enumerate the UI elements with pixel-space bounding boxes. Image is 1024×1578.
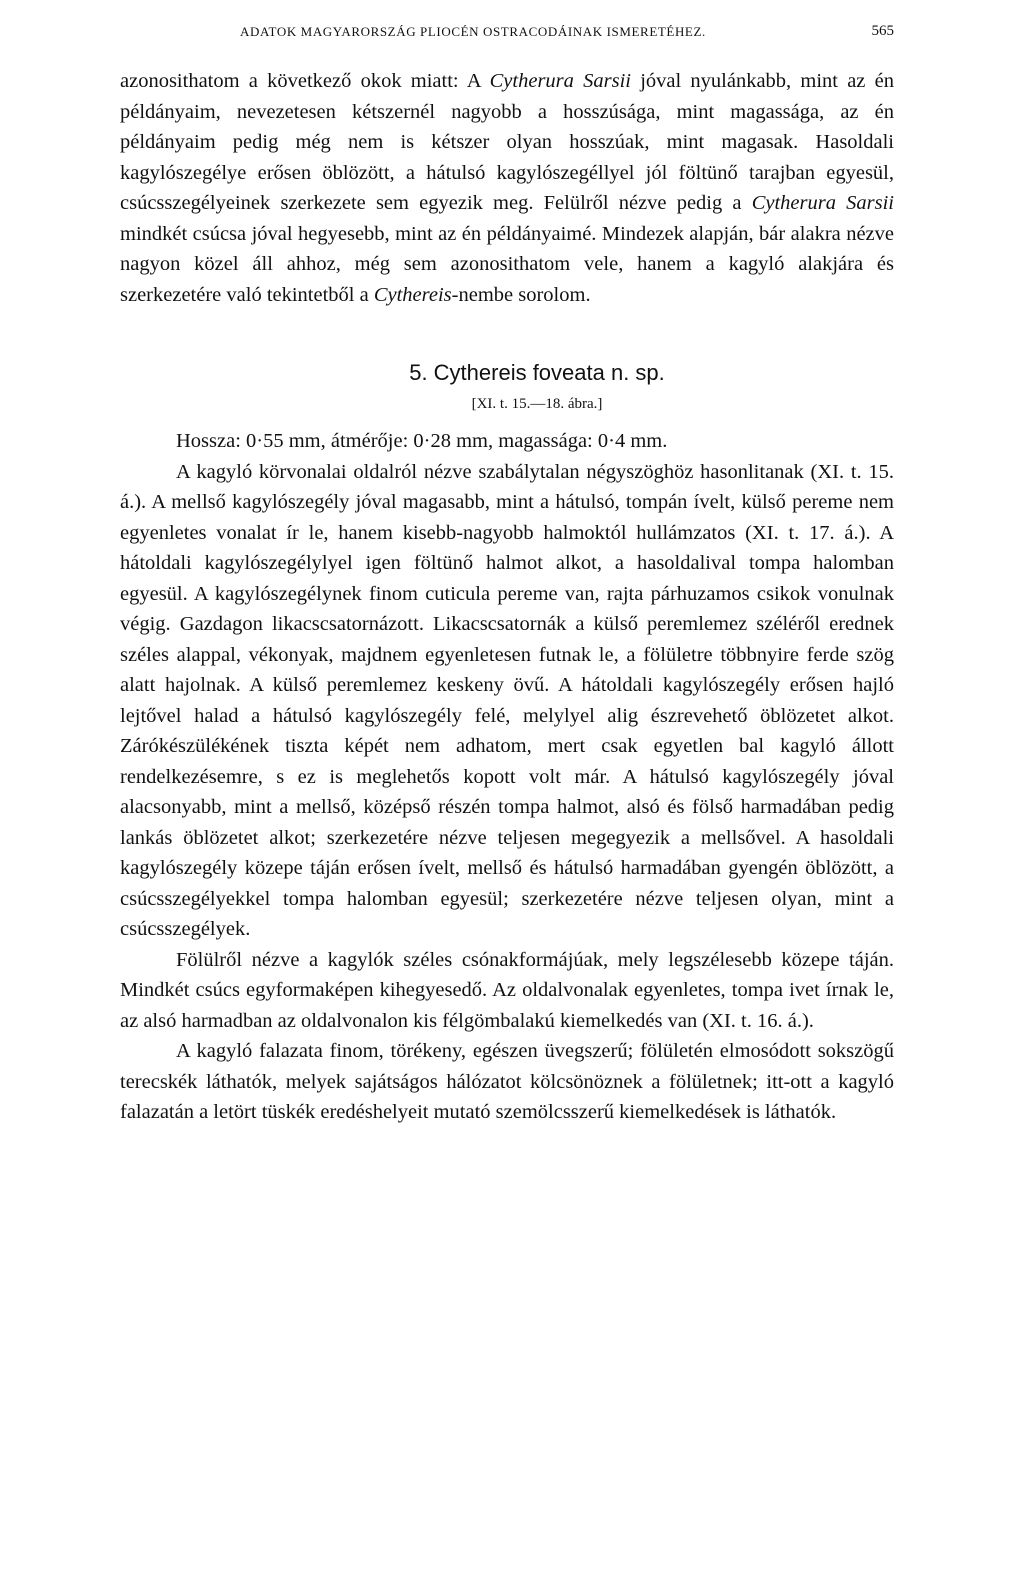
taxon-name: Cytherura Sarsii	[489, 70, 631, 92]
text-run: azonosithatom a következő okok miatt: A	[120, 70, 490, 92]
description-paragraph: A kagyló falazata finom, törékeny, egészen üvegszerű; fölületén elmosódott sokszögű terecskék láthatók, melyek sajátságos hálózatot kölcsönöznek a fölületnek; itt-ott a kagyló falazatán a letört tüskék eredéshelyeit mutató szemölcsszerű kiemelkedések is láthatók.	[120, 1040, 894, 1123]
running-head: ADATOK MAGYARORSZÁG PLIOCÉN OSTRACODÁINAK ISMERETÉHEZ.	[240, 24, 706, 39]
description-paragraph: A kagyló körvonalai oldalról nézve szabálytalan négyszöghöz hasonlitanak (XI. t. 15. á.). A mellső kagylószegély jóval magasabb, mint a hátulsó, tompán ívelt, külső pereme nem egyenletes vonalat ír le, hanem kisebb-nagyobb halmoktól hullámzatos (XI. t. 17. á.). A hátoldali kagylószegélylyel igen föltünő halmot alkot, a hasoldalival tompa halomban egyesül. A kagylószegélynek finom cuticula pereme van, rajta párhuzamos csikok vonulnak végig. Gazdagon likacscsatornázott. Likacscsatornák a külső peremlemez széléről erednek széles alappal, vékonyak, majdnem egyenletesen futnak le, a fölületre többnyire ferde szög alatt hajolnak. A külső peremlemez keskeny övű. A hátoldali kagylószegély erősen hajló lejtővel halad a hátulsó kagylószegély felé, melylyel alig észrevehető öblözetet alkot. Zárókészülékének tiszta képét nem adhatom, mert csak egyetlen bal kagyló állott rendelkezésemre, s ez is meglehetős kopott volt már. A hátulsó kagylószegély jóval alacsonyabb, mint a mellső, középső részén tompa halmot, alsó és fölső harmadában pedig lankás öblözetet alkot; szerkezetére nézve teljesen megegyezik a mellsővel. A hasoldali kagylószegély közepe táján erősen ívelt, mellső és hátulsó harmadában gyengén öblözött, a csúcsszegélyekkel tompa halomban egyesül; szerkezetére nézve teljesen olyan, mint a csúcsszegélyek.	[120, 460, 894, 940]
page-body	[120, 66, 894, 1128]
taxon-name: Cytherura Sarsii	[751, 192, 894, 214]
paragraph-continuation	[120, 66, 894, 310]
figure-reference: [XI. t. 15.—18. ábra.]	[471, 396, 603, 412]
text-run: mindkét csúcsa jóval hegyesebb, mint az én példányaimé. Mindezek alapján, bár alakra nézve nagyon közel áll ahhoz, még sem azonosithatom vele, hanem a kagyló alakjára és szerkezetére való tekintetből a	[120, 222, 894, 306]
description-paragraph: Fölülről nézve a kagylók széles csónakformájúak, mely legszélesebb közepe táján. Mindkét csúcs egyformaképen kihegyesedő. Az oldalvonalak egyenletes, tompa ivet írnak le, az alsó harmadban az oldalvonalon kis félgömbalakú kiemelkedés van (XI. t. 16. á.).	[120, 948, 894, 1032]
text-run: -nembe sorolom.	[451, 283, 591, 306]
measurements-line: Hossza: 0·55 mm, átmérője: 0·28 mm, magassága: 0·4 mm.	[176, 430, 668, 452]
section-heading: 5. Cythereis foveata n. sp.	[409, 360, 665, 385]
text-run: jóval nyulánkabb, mint az én példányaim, nevezetesen kétszernél nagyobb a hosszúsága, mint magassága, az én példányaim pedig még nem is kétszer olyan hosszúak, mint magasak. Hasoldali kagylószegélye erősen öblözött, a hátulsó kagylószegéllyel jól föltünő tarajban egyesül, csúcsszegélyeinek szerkezete sem egyezik meg. Felülről nézve pedig a	[120, 70, 894, 214]
page-number: 565	[871, 23, 894, 39]
genus-name: Cythereis	[373, 283, 452, 306]
